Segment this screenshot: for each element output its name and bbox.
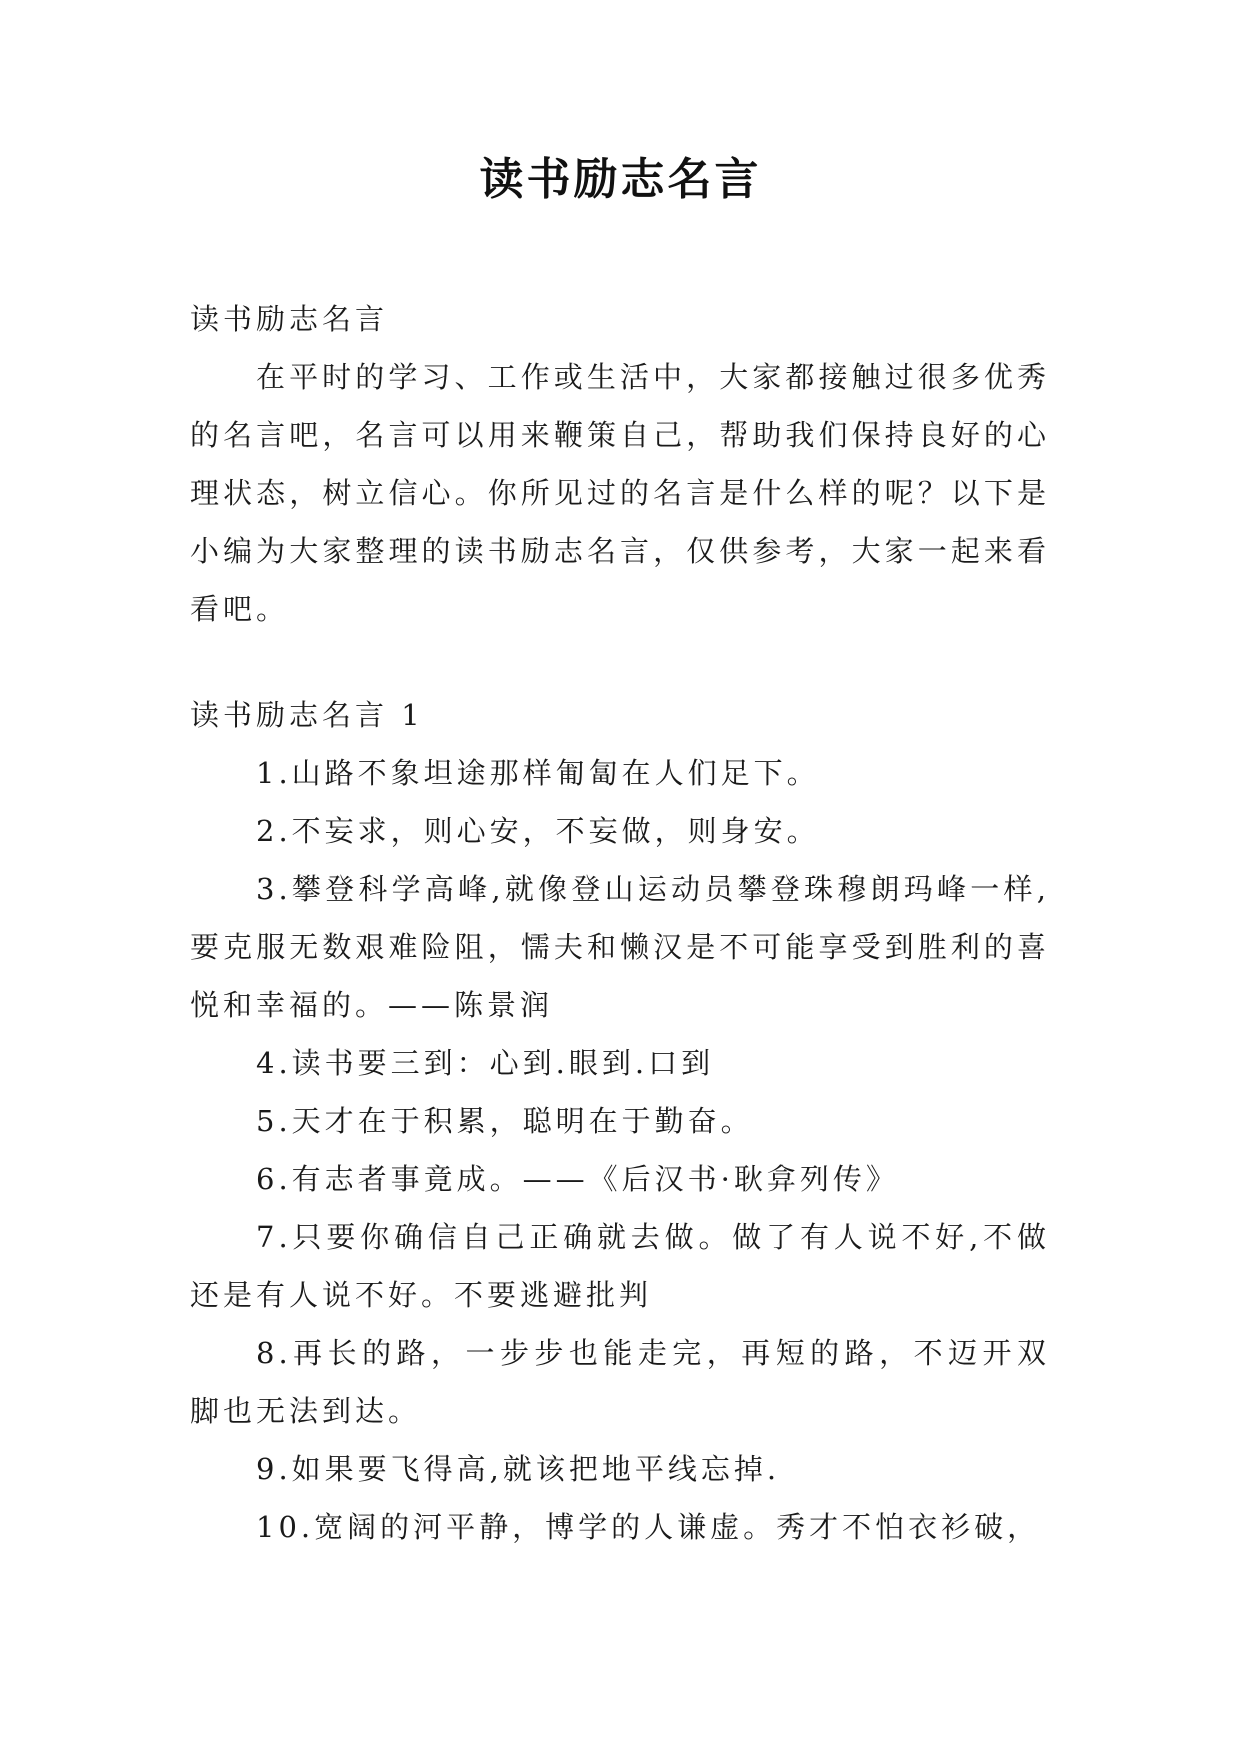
document-body (190, 290, 1050, 1556)
quote-item: 1.山路不象坦途那样匍匐在人们足下。 (256, 756, 820, 790)
quote-item: 7.只要你确信自己正确就去做。做了有人说不好,不做还是有人说不好。不要逃避批判 (190, 1220, 1050, 1312)
quote-item: 10.宽阔的河平静，博学的人谦虚。秀才不怕衣衫破， (256, 1510, 1041, 1544)
section-heading: 读书励志名言 1 (190, 698, 424, 732)
subtitle: 读书励志名言 (190, 302, 389, 336)
quote-item: 8.再长的路，一步步也能走完，再短的路，不迈开双脚也无法到达。 (190, 1336, 1050, 1428)
document-title: 读书励志名言 (479, 154, 762, 205)
quote-item: 6.有志者事竟成。——《后汉书·耿弇列传》 (256, 1162, 899, 1196)
quote-item: 2.不妄求，则心安，不妄做，则身安。 (256, 814, 820, 848)
quote-item: 5.天才在于积累，聪明在于勤奋。 (256, 1104, 754, 1138)
quote-item: 9.如果要飞得高,就该把地平线忘掉. (256, 1452, 781, 1486)
intro-paragraph: 在平时的学习、工作或生活中，大家都接触过很多优秀的名言吧，名言可以用来鞭策自己，帮助我们保持良好的心理状态，树立信心。你所见过的名言是什么样的呢？以下是小编为大家整理的读书励志名言，仅供参考，大家一起来看看吧。 (190, 360, 1050, 626)
quote-item: 4.读书要三到：心到.眼到.口到 (256, 1046, 715, 1080)
quote-item: 3.攀登科学高峰,就像登山运动员攀登珠穆朗玛峰一样,要克服无数艰难险阻，懦夫和懒汉是不可能享受到胜利的喜悦和幸福的。——陈景润 (190, 872, 1050, 1022)
